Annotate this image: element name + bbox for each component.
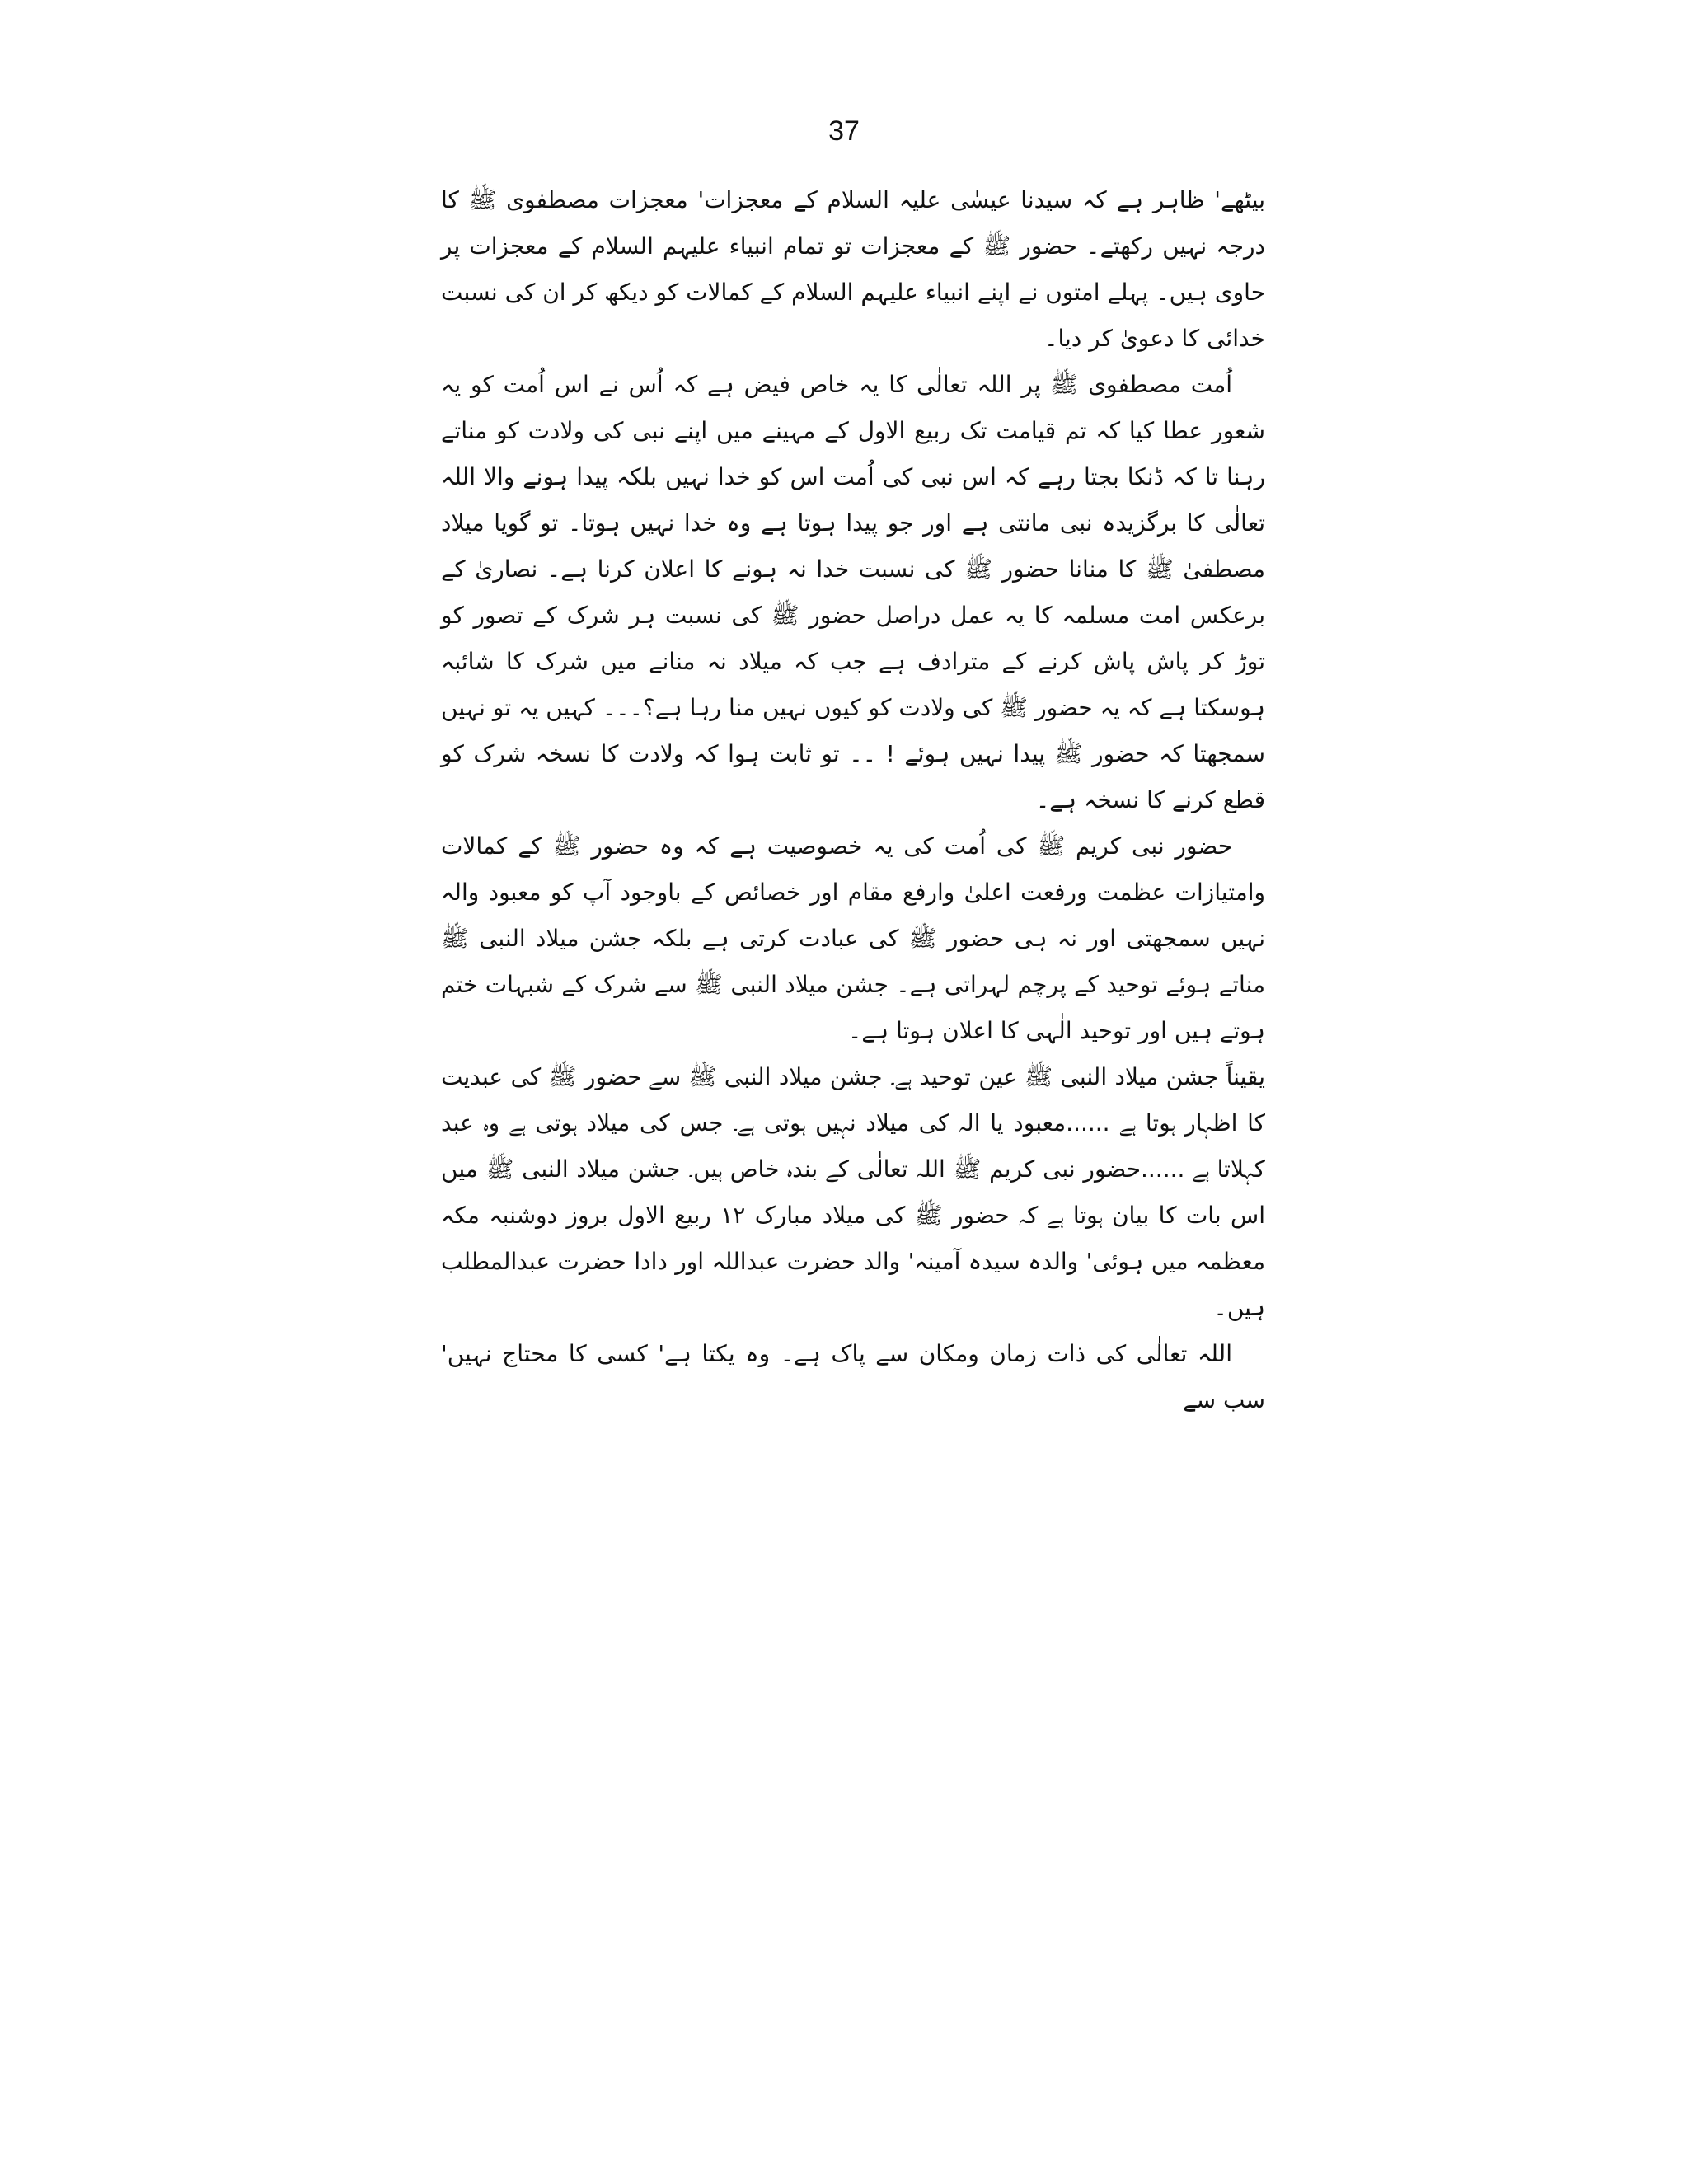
paragraph-2: اُمت مصطفوی ﷺ پر اللہ تعالٰی کا یہ خاص فیض ہے کہ اُس نے اس اُمت کو یہ شعور عطا کیا کہ تم قیامت تک ربیع الاول کے مہینے میں اپنے نبی کی ولادت کو مناتے رہنا تا کہ ڈنکا بجتا رہے کہ اس نبی کی اُمت اس کو خدا نہیں بلکہ پیدا ہونے والا اللہ تعالٰی کا برگزیدہ نبی مانتی ہے اور جو پیدا ہوتا ہے وہ خدا نہیں ہوتا۔ تو گویا میلاد مصطفیٰ ﷺ کا منانا حضور ﷺ کی نسبت خدا نہ ہونے کا اعلان کرنا ہے۔ نصاریٰ کے برعکس امت مسلمہ کا یہ عمل دراصل حضور ﷺ کی نسبت ہر شرک کے تصور کو توڑ کر پاش پاش کرنے کے مترادف ہے جب کہ میلاد نہ منانے میں شرک کا شائبہ ہوسکتا ہے کہ یہ حضور ﷺ کی ولادت کو کیوں نہیں منا رہا ہے؟۔۔۔ کہیں یہ تو نہیں سمجھتا کہ حضور ﷺ پیدا نہیں ہوئے ! ۔۔ تو ثابت ہوا کہ ولادت کا نسخہ شرک کو قطع کرنے کا نسخہ ہے۔ (441, 371, 1265, 813)
paragraph-3: حضور نبی کریم ﷺ کی اُمت کی یہ خصوصیت ہے کہ وہ حضور ﷺ کے کمالات وامتیازات عظمت ورفعت اعلیٰ وارفع مقام اور خصائص کے باوجود آپ کو معبود والہ نہیں سمجھتی اور نہ ہی حضور ﷺ کی عبادت کرتی ہے بلکہ جشن میلاد النبی ﷺ مناتے ہوئے توحید کے پرچم لہراتی ہے۔ جشن میلاد النبی ﷺ سے شرک کے شبہات ختم ہوتے ہیں اور توحید الٰہی کا اعلان ہوتا ہے۔ (441, 832, 1265, 1044)
page-number: 37 (828, 115, 860, 147)
paragraph-4: یقیناً جشن میلاد النبی ﷺ عین توحید ہے۔ جشن میلاد النبی ﷺ سے حضور ﷺ کی عبدیت کا اظہار ہوتا ہے ......معبود یا الہ کی میلاد نہیں ہوتی ہے۔ جس کی میلاد ہوتی ہے وہ عبد کہلاتا ہے ......حضور نبی کریم ﷺ اللہ تعالٰی کے بندہ خاص ہیں۔ جشن میلاد النبی ﷺ میں اس بات کا بیان ہوتا ہے کہ حضور ﷺ کی میلاد مبارک ۱۲ ربیع الاول بروز دوشنبہ مکہ معظمہ میں ہوئی' والدہ سیدہ آمینہ' والد حضرت عبداللہ اور دادا حضرت عبدالمطلب ہیں۔ (441, 1063, 1265, 1321)
paragraph-1: بیٹھے' ظاہر ہے کہ سیدنا عیسٰی علیہ السلام کے معجزات' معجزات مصطفوی ﷺ کا درجہ نہیں رکھتے۔ حضور ﷺ کے معجزات تو تمام انبیاء علیہم السلام کے معجزات پر حاوی ہیں۔ پہلے امتوں نے اپنے انبیاء علیہم السلام کے کمالات کو دیکھ کر ان کی نسبت خدائی کا دعویٰ کر دیا۔ (441, 186, 1265, 352)
paragraph-5: اللہ تعالٰی کی ذات زمان ومکان سے پاک ہے۔ وہ یکتا ہے' کسی کا محتاج نہیں' سب سے (441, 1340, 1265, 1413)
page-body (441, 177, 1265, 1423)
